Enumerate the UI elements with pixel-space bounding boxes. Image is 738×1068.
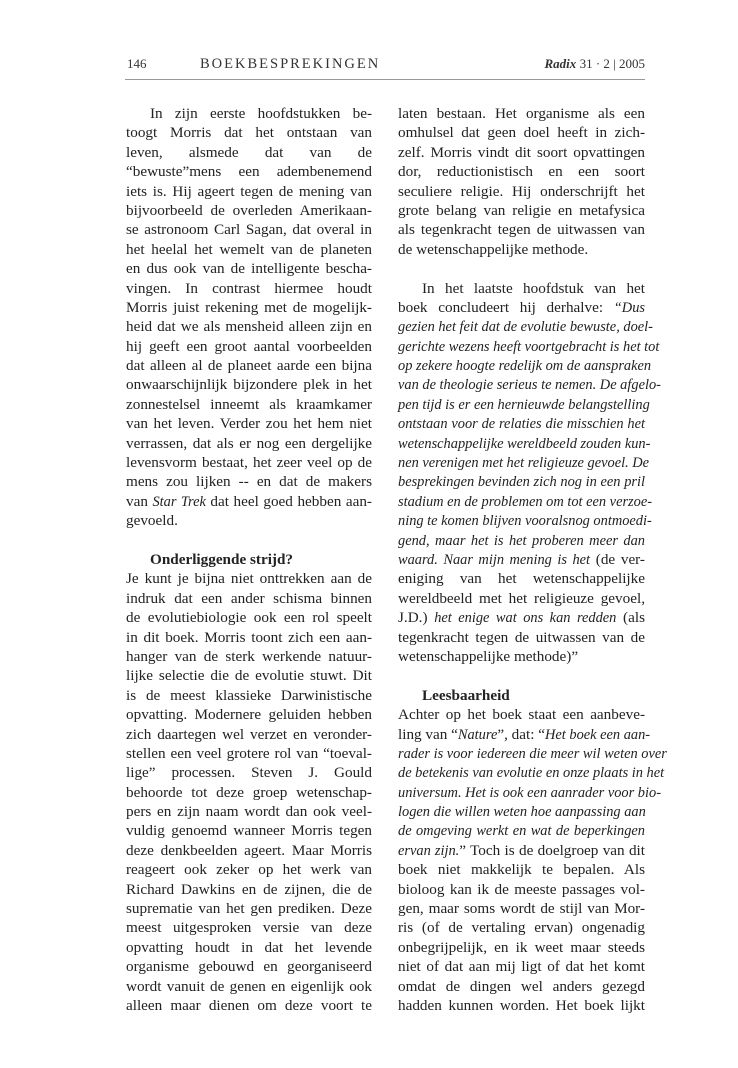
text-segment: bioloog kan ik de meeste passages vol-	[398, 880, 645, 898]
text-segment: wordt vanuit de genen en eigenlijk ook	[126, 977, 372, 995]
text-line	[126, 880, 372, 899]
paragraph-gap	[398, 259, 645, 278]
text-segment: dor, reductionistisch en een soort	[398, 163, 645, 181]
text-segment: (als	[616, 609, 645, 627]
text-line	[398, 783, 661, 802]
text-line	[398, 550, 645, 569]
italic-text: ontstaan voor de relaties die misschien het	[398, 416, 645, 433]
text-segment: stellen een veel grotere rol van “toeval-	[126, 744, 372, 762]
text-segment: wetenschappelijke methode)”	[398, 647, 579, 665]
text-segment: Leesbaarheid	[422, 686, 510, 704]
text-line	[126, 220, 372, 239]
right-column	[398, 104, 667, 1015]
text-line	[398, 414, 645, 433]
text-line	[126, 472, 372, 491]
header-rule	[125, 79, 645, 80]
text-line	[126, 298, 372, 317]
italic-text: “Dus	[613, 299, 645, 316]
text-line	[398, 880, 645, 899]
text-line	[398, 647, 645, 666]
text-segment: (de ver-	[590, 550, 645, 568]
text-segment: Morris juist rekening met de mogelijk-	[126, 298, 372, 316]
text-line	[398, 511, 652, 530]
text-line	[126, 705, 372, 724]
text-segment: ”, dat: “	[497, 725, 545, 743]
text-segment: Onderliggende strijd?	[150, 550, 294, 568]
text-segment: van	[126, 492, 153, 510]
text-segment: mens zou lijken -- en dat de makers	[126, 473, 372, 491]
text-line	[126, 317, 372, 336]
text-line	[398, 763, 665, 782]
text-line	[126, 938, 372, 957]
section-heading	[126, 550, 372, 569]
text-segment: In het laatste hoofdstuk van het	[422, 279, 645, 297]
text-line	[398, 104, 645, 123]
text-segment: opvatting. Modernere geluiden hebben	[126, 706, 372, 724]
italic-text: gerichte wezens heeft voortgebracht is het tot	[398, 338, 660, 355]
text-line	[398, 143, 645, 162]
text-line	[398, 841, 645, 860]
text-segment: organisme gebouwd en georganiseerd	[126, 958, 372, 976]
text-line	[126, 356, 372, 375]
text-segment: suprematie van het gen prediken. Deze	[126, 900, 372, 918]
text-segment: ” Toch is de doelgroep van dit	[459, 841, 645, 859]
text-line	[398, 298, 645, 317]
text-segment: vuldig genoemd wanneer Morris tegen	[126, 822, 372, 840]
text-line	[126, 259, 372, 278]
text-line	[126, 201, 372, 220]
text-line	[398, 744, 667, 763]
text-segment: Achter op het boek staat een aanbeve-	[398, 706, 645, 724]
text-line	[398, 279, 645, 298]
text-segment: “bewuste”mens een adembenemend	[126, 163, 372, 181]
text-line	[398, 162, 645, 181]
text-segment: grote belang van religie en metafysica	[398, 201, 645, 219]
text-line	[398, 240, 645, 259]
text-segment: levensvorm bestaat, het zeer veel op de	[126, 454, 372, 472]
text-line	[398, 918, 645, 937]
text-segment: zich daartegen wel verzet en veronder-	[126, 725, 372, 743]
text-segment: laten bestaan. Het organisme als een	[398, 105, 645, 122]
text-segment: in dit boek. Morris toont zich een aan-	[126, 628, 372, 646]
italic-text: besprekingen bevinden zich nog in een pril	[398, 474, 645, 491]
text-line	[398, 337, 660, 356]
text-segment: zelf. Morris vindt dit soort opvattingen	[398, 143, 645, 161]
text-segment: onwaarschijnlijk bijzondere plek in het	[126, 376, 372, 394]
text-line	[126, 977, 372, 996]
text-line	[126, 783, 372, 802]
text-line	[126, 375, 372, 394]
text-line	[126, 647, 372, 666]
text-line	[126, 841, 372, 860]
text-line	[398, 375, 661, 394]
text-segment: de evolutiebiologie ook een rol speelt	[126, 609, 372, 627]
text-segment: boek niet makkelijk te bepalen. Als	[398, 861, 645, 879]
italic-text: Het boek een aan-	[545, 726, 651, 743]
italic-text: wetenschappelijke wereldbeeld zouden kun-	[398, 435, 651, 452]
text-segment: het heelal het wemelt van de planeten	[126, 240, 372, 258]
text-segment: ling van “	[398, 725, 458, 743]
italic-text: waard. Naar mijn mening is het	[398, 551, 591, 568]
text-line	[126, 162, 372, 181]
text-line	[126, 899, 372, 918]
text-line	[126, 860, 372, 879]
italic-text: gend, maar het is het proberen meer dan	[398, 532, 645, 549]
text-segment: van het leven. Verder zou het hem niet	[126, 415, 372, 433]
italic-text: Star Trek	[152, 493, 206, 510]
text-line	[126, 279, 372, 298]
journal-name: Radix	[544, 56, 577, 71]
text-segment: omdat de dingen wel anders gezegd	[398, 977, 645, 995]
text-segment: toogt Morris dat het ontstaan van	[126, 124, 372, 142]
text-line	[126, 589, 372, 608]
text-segment: In zijn eerste hoofdstukken be-	[150, 105, 372, 122]
text-segment: alleen maar dienen om deze voort te	[126, 996, 372, 1014]
text-segment: Richard Dawkins en de zijnen, die de	[126, 880, 372, 898]
text-line	[126, 453, 372, 472]
text-line	[398, 705, 645, 724]
section-title: BOEKBESPREKINGEN	[200, 56, 381, 72]
italic-text: op zekere hoogte redelijk om de aanspraken	[398, 358, 652, 375]
text-line	[398, 395, 650, 414]
text-line	[126, 996, 372, 1015]
text-line	[398, 802, 645, 821]
text-segment: se astronoom Carl Sagan, dat overal in	[126, 221, 372, 239]
text-line	[398, 725, 651, 744]
text-segment: onbegrijpelijk, en ik weet maar steeds	[398, 938, 645, 956]
text-line	[126, 763, 372, 782]
text-line	[126, 569, 372, 588]
text-line	[398, 434, 651, 453]
text-line	[126, 628, 372, 647]
italic-text: Nature	[457, 726, 498, 743]
text-segment: en dus ook van de intelligente bescha-	[126, 260, 372, 278]
text-line	[126, 492, 372, 511]
text-line	[126, 608, 372, 627]
page-number: 146	[127, 56, 147, 71]
text-segment: vingen. In contrast hiermee houdt	[126, 279, 372, 297]
text-segment: hanger van de sterk werkende natuur-	[126, 647, 372, 665]
text-line	[398, 356, 652, 375]
paragraph-gap	[398, 666, 645, 685]
text-segment: reageert ook zeker op het werk van	[126, 861, 372, 879]
text-line	[398, 860, 645, 879]
text-line	[126, 143, 372, 162]
text-line	[126, 744, 372, 763]
text-segment: eniging van het wetenschappelijke	[398, 570, 645, 588]
text-segment: heid dat we als mensheid alleen zijn en	[126, 318, 372, 336]
text-line	[398, 472, 645, 491]
text-segment: is de meest klassieke Darwinistische	[126, 686, 372, 704]
text-line	[398, 821, 645, 840]
text-line	[398, 492, 653, 511]
text-segment: als tegenkracht tegen de uitwassen van	[398, 221, 645, 239]
text-line	[126, 686, 372, 705]
text-segment: de wetenschappelijke methode.	[398, 240, 589, 258]
italic-text: de omgeving werkt en wat de beperkingen	[398, 823, 645, 840]
text-segment: seculiere religie. Hij onderschrijft het	[398, 182, 645, 200]
section-heading	[398, 686, 645, 705]
text-line	[126, 821, 372, 840]
text-line	[398, 938, 645, 957]
text-segment: deze denkbeelden ageert. Maar Morris	[126, 841, 372, 859]
text-line	[398, 977, 645, 996]
text-segment: hadden kunnen worden. Het boek lijkt	[398, 996, 645, 1014]
italic-text: stadium en de problemen om tot een verzoe-	[398, 493, 653, 510]
italic-text: nen verenigen met het religieuze gevoel. De	[398, 455, 650, 472]
text-segment: bijvoorbeeld de overleden Amerikaan-	[126, 201, 372, 219]
text-line	[398, 628, 645, 647]
text-line	[126, 104, 372, 123]
text-segment: leven, alsmede dat van de	[126, 143, 372, 161]
text-line	[398, 123, 645, 142]
text-line	[398, 453, 650, 472]
text-segment: tegenkracht tegen de uitwassen van de	[398, 628, 645, 646]
text-segment: iets is. Hij ageert tegen de mening van	[126, 182, 372, 200]
text-line	[398, 569, 645, 588]
text-segment: gevoeld.	[126, 512, 178, 530]
italic-text: ning te komen blijven vooralsnog ontmoedi-	[398, 513, 652, 530]
left-column	[126, 104, 372, 1015]
text-segment: lijke selectie die de evolutie stuwt. Dit	[126, 667, 372, 685]
italic-text: logen die willen weten hoe aanpassing aan	[398, 804, 646, 821]
text-line	[126, 337, 372, 356]
journal-issue: 31 · 2 | 2005	[576, 56, 645, 71]
text-segment: niet of dat aan mij ligt of dat het komt	[398, 958, 645, 976]
italic-text: gezien het feit dat de evolutie bewuste, doel-	[398, 319, 653, 336]
italic-text: van de theologie serieus te nemen. De afgelo-	[398, 377, 661, 394]
text-segment: verrassen, dat als er nog een dergelijke	[126, 434, 372, 452]
text-line	[398, 182, 645, 201]
text-line	[126, 395, 372, 414]
text-line	[126, 666, 372, 685]
text-segment: dat heel goed hebben aan-	[205, 492, 372, 510]
text-line	[398, 317, 653, 336]
text-line	[398, 589, 645, 608]
text-line	[398, 220, 645, 239]
text-line	[126, 182, 372, 201]
text-line	[398, 608, 645, 627]
italic-text: pen tijd is er een hernieuwde belangstelling	[398, 396, 650, 413]
text-segment: hij geeft een groot aantal voorbeelden	[126, 337, 372, 355]
text-line	[398, 531, 645, 550]
text-line	[398, 899, 645, 918]
italic-text: rader is voor iedereen die meer wil weten over	[398, 745, 667, 762]
italic-text: universum. Het is ook een aanrader voor bio-	[398, 784, 661, 801]
text-segment: wereldbeeld met het religieuze gevoel,	[398, 589, 645, 607]
text-line	[126, 240, 372, 259]
italic-text: ervan zijn.	[398, 842, 460, 859]
text-segment: indruk dat een ander schisma binnen	[126, 589, 372, 607]
text-segment: omhulsel dat geen doel heeft in zich-	[398, 124, 645, 142]
paragraph-gap	[126, 531, 372, 550]
text-line	[126, 123, 372, 142]
text-segment: Je kunt je bijna niet onttrekken aan de	[126, 570, 372, 588]
text-line	[398, 201, 645, 220]
journal-reference	[545, 56, 645, 72]
text-segment: zonnestelsel inneemt als kraamkamer	[126, 395, 372, 413]
text-line	[126, 957, 372, 976]
text-line	[126, 434, 372, 453]
text-line	[126, 511, 372, 530]
text-line	[398, 957, 645, 976]
text-segment: pers en zijn naam wordt dan ook veel-	[126, 803, 372, 821]
text-line	[398, 996, 645, 1015]
text-segment: meest uitgesproken versie van deze	[126, 919, 372, 937]
text-line	[126, 918, 372, 937]
text-line	[126, 802, 372, 821]
text-segment: boek concludeert hij derhalve:	[398, 298, 614, 316]
text-segment: dat alleen al de planeet aarde een bijna	[126, 357, 372, 375]
text-segment: J.D.)	[398, 609, 435, 627]
text-segment: opvatting houdt in dat het levende	[126, 938, 372, 956]
text-line	[126, 414, 372, 433]
text-segment: ris (of de vertaling ervan) ongenadig	[398, 919, 645, 937]
text-segment: behoorde tot deze groep wetenschap-	[126, 783, 372, 801]
italic-text: het enige wat ons kan redden	[434, 610, 617, 627]
italic-text: de betekenis van evolutie en onze plaats in het	[398, 765, 665, 782]
text-segment: lige” processen. Steven J. Gould	[126, 764, 372, 782]
text-line	[126, 725, 372, 744]
text-segment: gen, maar soms wordt de stijl van Mor-	[398, 900, 645, 918]
